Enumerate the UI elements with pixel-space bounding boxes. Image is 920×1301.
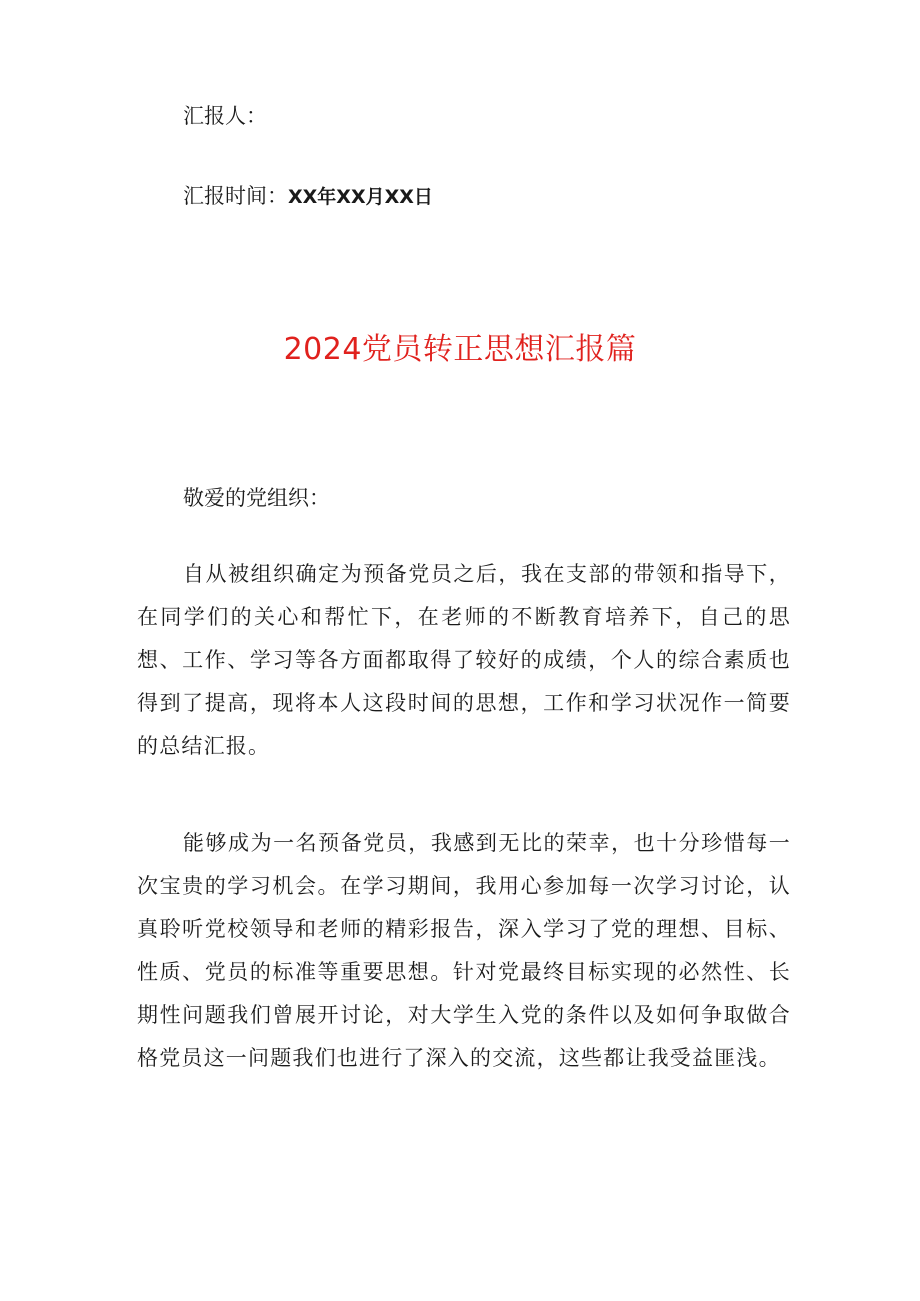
report-time-value: XX年XX月XX日 (288, 186, 433, 208)
report-time-label: 汇报时间： (183, 184, 288, 208)
salutation: 敬爱的党组织： (183, 486, 330, 510)
reporter-line (183, 102, 267, 130)
reporter-label: 汇报人： (183, 104, 267, 128)
document-title: 2024党员转正思想汇报篇 (283, 332, 637, 367)
body-paragraph-1: 自从被组织确定为预备党员之后，我在支部的带领和指导下，在同学们的关心和帮忙下，在老师的不断教育培养下，自己的思想、工作、学习等各方面都取得了较好的成绩，个人的综合素质也得到了提高，现将本人这段时间的思想，工作和学习状况作一简要的总结汇报。 (137, 562, 791, 758)
body-paragraph-2: 能够成为一名预备党员，我感到无比的荣幸，也十分珍惜每一次宝贵的学习机会。在学习期间，我用心参加每一次学习讨论，认真聆听党校领导和老师的精彩报告，深入学习了党的理想、目标、性质、党员的标准等重要思想。针对党最终目标实现的必然性、长期性问题我们曾展开讨论，对大学生入党的条件以及如何争取做合格党员这一问题我们也进行了深入的交流，这些都让我受益匪浅。 (137, 831, 791, 1070)
report-time-line (183, 182, 433, 211)
